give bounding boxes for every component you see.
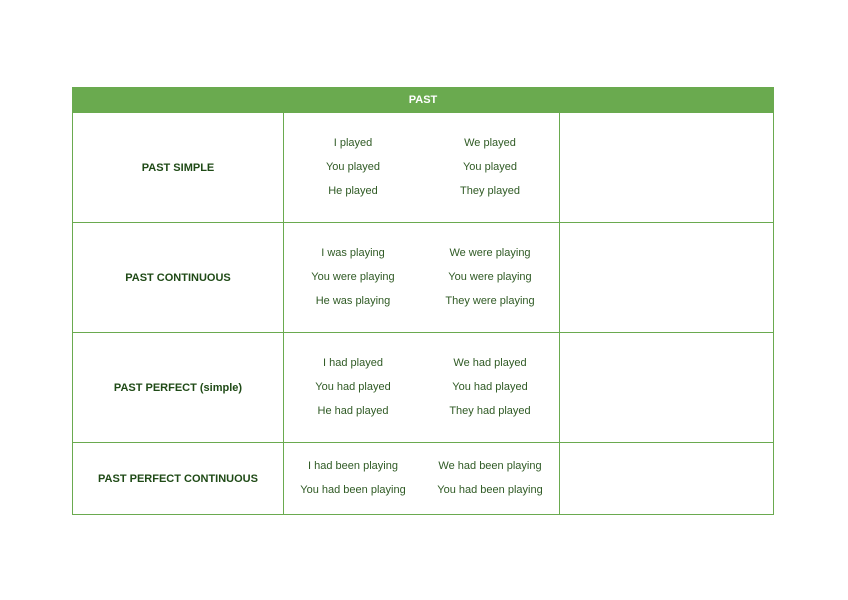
table-header: PAST [73, 88, 773, 112]
conjugation-cell [284, 443, 560, 514]
tense-name: PAST CONTINUOUS [73, 223, 284, 332]
conjugation-cell [284, 333, 560, 442]
conjugation-cell [284, 223, 560, 332]
empty-cell [560, 333, 773, 442]
form-text: He played [328, 185, 378, 197]
form-text: They played [460, 185, 520, 197]
plural-forms [422, 245, 559, 310]
tense-row-past-perfect [73, 332, 773, 442]
plural-forms [422, 135, 559, 200]
form-text: You played [325, 161, 381, 173]
tense-name: PAST SIMPLE [73, 113, 284, 222]
form-text: You were playing [311, 271, 395, 283]
form-text: We had played [453, 357, 527, 369]
form-text: You had played [315, 381, 391, 393]
tense-name: PAST PERFECT CONTINUOUS [73, 443, 284, 514]
form-text: I had been playing [308, 460, 398, 472]
form-text: He had played [317, 405, 389, 417]
singular-forms [285, 135, 422, 200]
tense-name: PAST PERFECT (simple) [73, 333, 284, 442]
form-text: They were playing [445, 295, 535, 307]
form-text: He was playing [315, 295, 391, 307]
singular-forms [285, 355, 422, 420]
form-text: You had been playing [300, 484, 406, 496]
form-text: You had been playing [437, 484, 543, 496]
singular-forms [285, 245, 422, 310]
form-text: I played [333, 137, 373, 149]
plural-forms [422, 355, 559, 420]
form-text: You had played [452, 381, 528, 393]
tense-row-past-perfect-continuous [73, 442, 773, 514]
form-text: We were playing [449, 247, 531, 259]
form-text: We played [464, 137, 516, 149]
form-text: I had played [323, 357, 383, 369]
form-text: You played [462, 161, 518, 173]
past-tenses-table [72, 87, 774, 515]
singular-forms [285, 458, 422, 499]
form-text: They had played [449, 405, 531, 417]
form-text: You were playing [448, 271, 532, 283]
plural-forms [422, 458, 559, 499]
conjugation-cell [284, 113, 560, 222]
form-text: I was playing [321, 247, 385, 259]
tense-row-past-continuous [73, 222, 773, 332]
tense-row-past-simple [73, 112, 773, 222]
empty-cell [560, 113, 773, 222]
form-text: We had been playing [438, 460, 542, 472]
empty-cell [560, 223, 773, 332]
empty-cell [560, 443, 773, 514]
